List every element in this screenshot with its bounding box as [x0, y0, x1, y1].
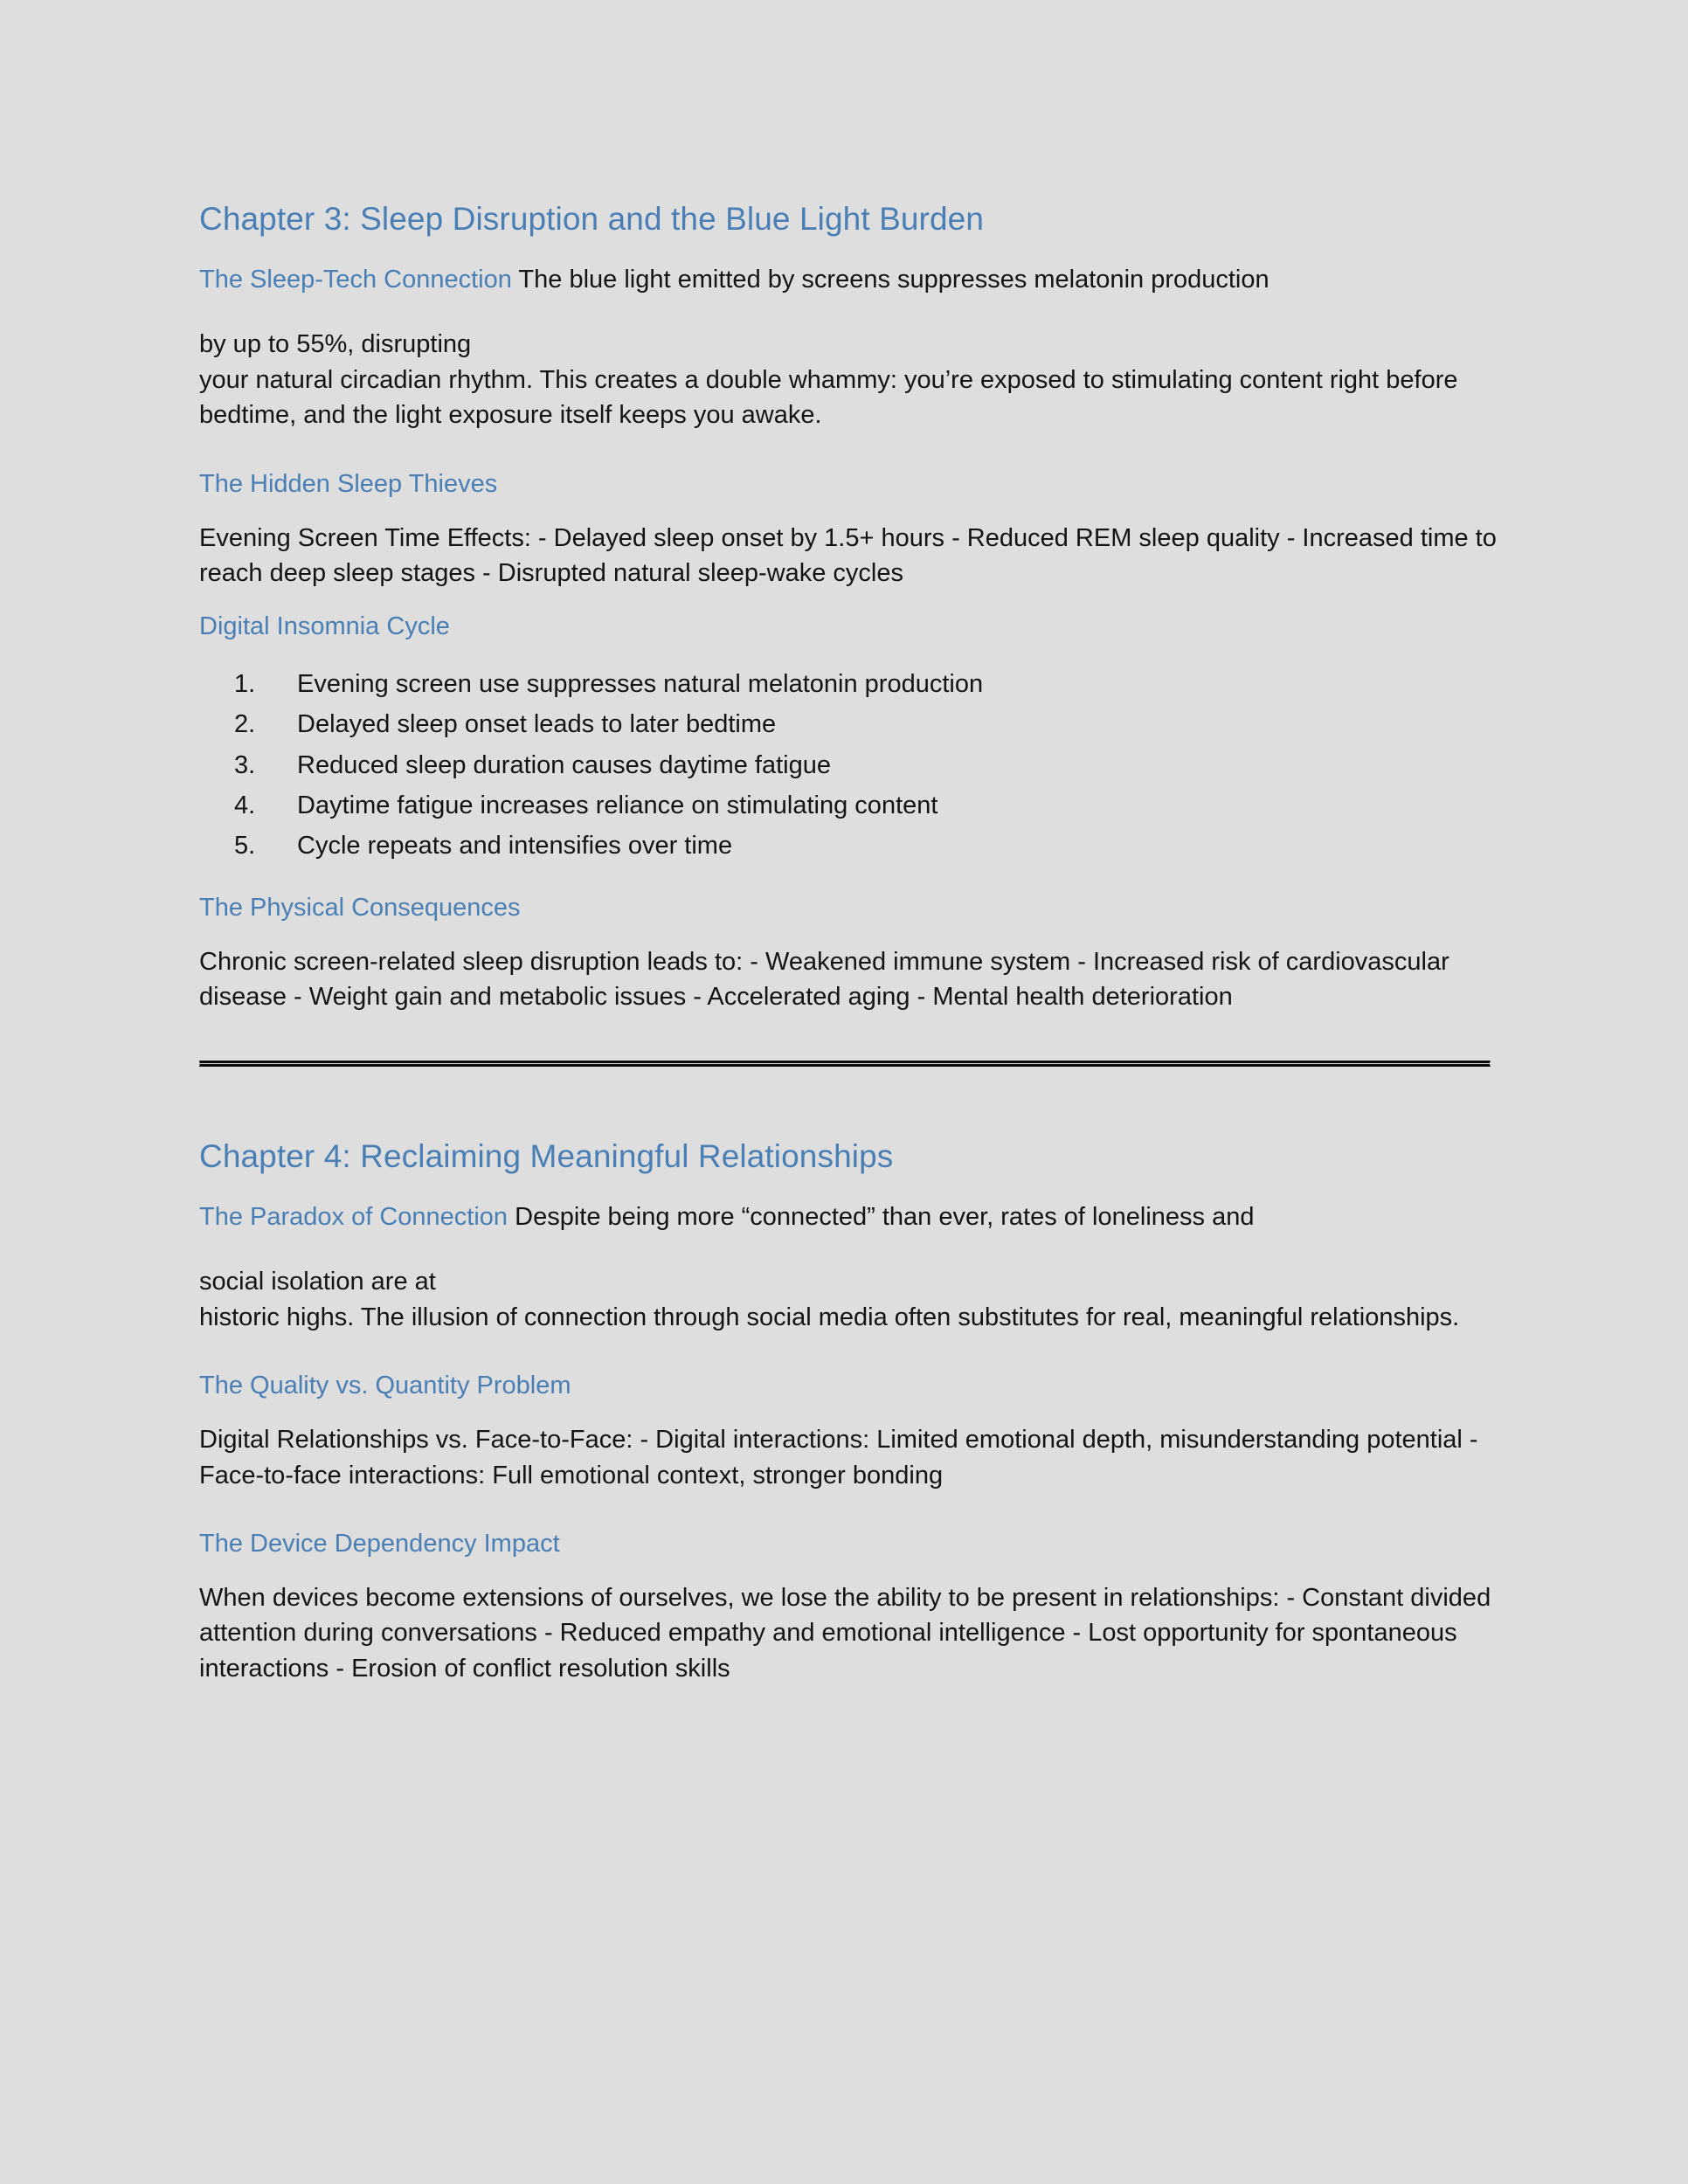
- chapter-4-lead-run-in-heading: The Paradox of Connection: [199, 1203, 508, 1232]
- chapter-3-hidden-thieves-body: Evening Screen Time Effects: - Delayed sleep onset by 1.5+ hours - Reduced REM sleep quality - Increased time to reach deep sleep stages - Disrupted natural sleep-wake cycles: [199, 523, 1497, 588]
- digital-insomnia-cycle-list: [199, 670, 1512, 860]
- chapter-4-lead-body: historic highs. The illusion of connection through social media often substitutes for real, meaningful relationships.: [199, 1303, 1460, 1331]
- list-item: [199, 832, 1512, 860]
- chapter-4-quality-quantity-body: Digital Relationships vs. Face-to-Face: - Digital interactions: Limited emotional depth, misunderstanding potential - Face-to-face interactions: Full emotional context, stronger bonding: [199, 1425, 1478, 1489]
- list-item-label: Delayed sleep onset leads to later bedtime: [297, 710, 777, 739]
- list-item-label: Reduced sleep duration causes daytime fatigue: [297, 750, 831, 779]
- chapter-3-insomnia-cycle-heading: Digital Insomnia Cycle: [199, 612, 450, 640]
- lead-spacer: [199, 1234, 1512, 1264]
- chapter-3-physical-consequences-heading: The Physical Consequences: [199, 893, 521, 922]
- chapter-3-lead-run-in-heading: The Sleep-Tech Connection: [199, 266, 512, 294]
- chapter-4-title: Chapter 4: Reclaiming Meaningful Relationships: [199, 1137, 894, 1174]
- list-item: [199, 791, 1512, 819]
- list-item-number: 2.: [234, 710, 256, 739]
- list-item-number: 5.: [234, 832, 256, 860]
- chapter-4-lead-text: Despite being more “connected” than ever, rates of loneliness and: [508, 1203, 1255, 1232]
- chapter-3-lead-paragraph: [199, 262, 1512, 297]
- list-item-label: Daytime fatigue increases reliance on stimulating content: [297, 791, 938, 820]
- list-item: [199, 751, 1512, 779]
- list-item: [199, 710, 1512, 738]
- chapter-divider: [199, 1061, 1491, 1067]
- chapter-3-lead-continued: by up to 55%, disrupting: [199, 330, 472, 359]
- chapter-4-device-dependency-body: When devices become extensions of ourselves, we lose the ability to be present in relationships: - Constant divided attention during conversations - Reduced empathy and emotional intelligence - Lost opportunity for spontaneous interactions - Erosion of conflict resolution skills: [199, 1583, 1491, 1683]
- chapter-4-lead-continued: social isolation are at: [199, 1268, 436, 1296]
- list-item-label: Evening screen use suppresses natural melatonin production: [297, 669, 984, 698]
- list-item-label: Cycle repeats and intensifies over time: [297, 832, 733, 860]
- list-item: [199, 670, 1512, 698]
- chapter-3-lead-body: your natural circadian rhythm. This creates a double whammy: you’re exposed to stimulating content right before bedtime, and the light exposure itself keeps you awake.: [199, 365, 1458, 430]
- chapter-3-hidden-thieves-heading: The Hidden Sleep Thieves: [199, 470, 498, 499]
- chapter-4-lead-paragraph: [199, 1199, 1512, 1234]
- chapter-3-physical-consequences-body: Chronic screen-related sleep disruption leads to: - Weakened immune system - Increased risk of cardiovascular disease - Weight gain and metabolic issues - Accelerated aging - Mental health deterioration: [199, 947, 1449, 1012]
- list-item-number: 3.: [234, 750, 256, 779]
- lead-spacer: [199, 297, 1512, 327]
- chapter-4-device-dependency-heading: The Device Dependency Impact: [199, 1530, 560, 1559]
- chapter-3-lead-text: The blue light emitted by screens suppresses melatonin production: [511, 266, 1269, 294]
- document-body: [199, 199, 1512, 1687]
- list-item-number: 1.: [234, 669, 256, 698]
- chapter-4-quality-quantity-heading: The Quality vs. Quantity Problem: [199, 1372, 571, 1400]
- chapter-3-title: Chapter 3: Sleep Disruption and the Blue Light Burden: [199, 201, 984, 237]
- list-item-number: 4.: [234, 791, 256, 820]
